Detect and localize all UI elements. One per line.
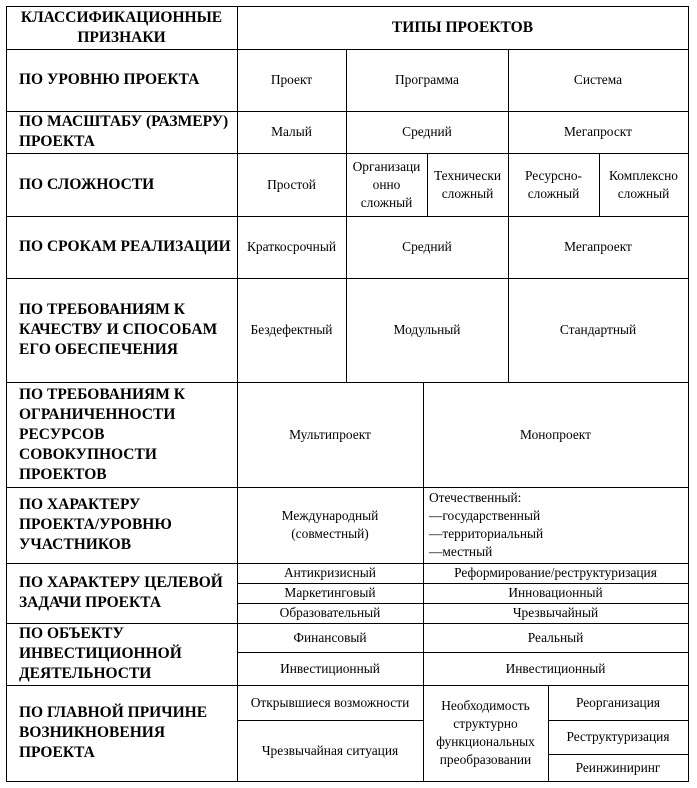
level-system: Система [573, 72, 623, 87]
table-border-top [6, 6, 689, 7]
subrow-divider [548, 754, 689, 755]
table-border-left [6, 6, 7, 782]
subrow-divider [237, 583, 689, 584]
subrow-divider [237, 603, 689, 604]
quality-modular: Модульный [393, 322, 461, 337]
terms-medium: Средний [402, 239, 452, 254]
resources-multiproject: Мультипроект [289, 426, 371, 442]
row-label-resources: ПО ТРЕБОВАНИЯМ К ОГРАНИЧЕННОСТИ РЕСУРСОВ СОВОКУПНОСТИ ПРОЕКТОВ [19, 385, 185, 483]
quality-defect-free: Бездефектный [250, 322, 333, 337]
investment-investment-right: Инвестиционный [505, 660, 606, 676]
subrow-divider [237, 652, 689, 653]
participants-international: Международный (совместный) [281, 508, 379, 541]
row-divider [6, 49, 689, 50]
cause-restructuring: Реструктуризация [566, 729, 670, 744]
column-divider [508, 49, 509, 382]
subrow-divider [237, 720, 423, 721]
target-educational: Образовательный [279, 605, 381, 620]
complexity-technical: Технически сложный [433, 167, 502, 201]
investment-financial: Финансовый [293, 629, 367, 645]
complexity-resource: Ресурсно- сложный [525, 167, 582, 201]
row-divider [6, 111, 689, 112]
row-label-scale: ПО МАСШТАБУ (РАЗМЕРУ) ПРОЕКТА [19, 113, 229, 150]
complexity-simple: Простой [267, 176, 316, 192]
terms-mega: Мегапроект [564, 239, 632, 254]
header-project-types: ТИПЫ ПРОЕКТОВ [391, 18, 534, 36]
scale-medium: Средний [402, 124, 452, 139]
cause-reengineering: Реинжиниринг [575, 759, 661, 775]
level-program: Программа [395, 72, 459, 87]
row-divider [6, 623, 689, 624]
column-divider [237, 6, 238, 782]
table-border-right [688, 6, 689, 782]
column-divider [423, 382, 424, 782]
row-divider [6, 153, 689, 154]
investment-investment-left: Инвестиционный [280, 660, 380, 676]
row-divider [6, 685, 689, 686]
row-divider [6, 278, 689, 279]
row-label-quality: ПО ТРЕБОВАНИЯМ К КАЧЕСТВУ И СПОСОБАМ ЕГО ОБЕСПЕЧЕНИЯ [19, 301, 218, 358]
table-border-bottom [6, 781, 689, 782]
target-emergency: Чрезвычайный [512, 605, 599, 620]
row-label-investment: ПО ОБЪЕКТУ ИНВЕСТИЦИОННОЙ ДЕЯТЕЛЬНОСТИ [19, 625, 182, 682]
cause-structural-need: Необходимость структурно функциональных преобразовании [436, 698, 535, 767]
level-project: Проект [270, 72, 313, 87]
row-label-cause: ПО ГЛАВНОЙ ПРИЧИНЕ ВОЗНИКНОВЕНИЯ ПРОЕКТА [19, 704, 208, 761]
row-divider [6, 216, 689, 217]
row-label-terms: ПО СРОКАМ РЕАЛИЗАЦИИ [19, 238, 231, 255]
complexity-complex: Комплексно сложный [609, 167, 678, 201]
subrow-divider [548, 720, 689, 721]
quality-standard: Стандартный [559, 322, 637, 337]
column-divider [599, 153, 600, 216]
column-divider [346, 49, 347, 382]
row-label-participants: ПО ХАРАКТЕРУ ПРОЕКТА/УРОВНЮ УЧАСТНИКОВ [19, 496, 172, 553]
participants-domestic: Отечественный: —государственный —территориальный —местный [429, 490, 544, 559]
target-anticrisis: Антикризисный [284, 565, 376, 580]
row-divider [6, 563, 689, 564]
target-innovation: Инновационный [508, 585, 603, 600]
row-divider [6, 487, 689, 488]
scale-small: Малый [271, 124, 312, 139]
target-reform: Реформирование/реструктуризация [454, 565, 657, 580]
column-divider [427, 153, 428, 216]
investment-real: Реальный [527, 629, 584, 645]
row-label-complexity: ПО СЛОЖНОСТИ [19, 175, 155, 193]
terms-short: Краткосрочный [247, 239, 336, 254]
row-label-level: ПО УРОВНЮ ПРОЕКТА [19, 71, 200, 88]
cause-reorganization: Реорганизация [575, 694, 661, 710]
resources-monoproject: Монопроект [520, 426, 591, 442]
header-criteria: КЛАССИФИКАЦИОННЫЕ ПРИЗНАКИ [20, 8, 223, 46]
complexity-organizational: Организаци онно сложный [352, 158, 421, 210]
target-marketing: Маркетинговый [284, 585, 376, 600]
cause-opportunities: Открывшиеся возможности [250, 694, 410, 710]
cause-emergency: Чрезвычайная ситуация [261, 742, 399, 758]
row-divider [6, 382, 689, 383]
scale-mega: Мегапроскт [564, 124, 632, 139]
column-divider [548, 685, 549, 782]
row-label-target: ПО ХАРАКТЕРУ ЦЕЛЕВОЙ ЗАДАЧИ ПРОЕКТА [19, 574, 223, 611]
